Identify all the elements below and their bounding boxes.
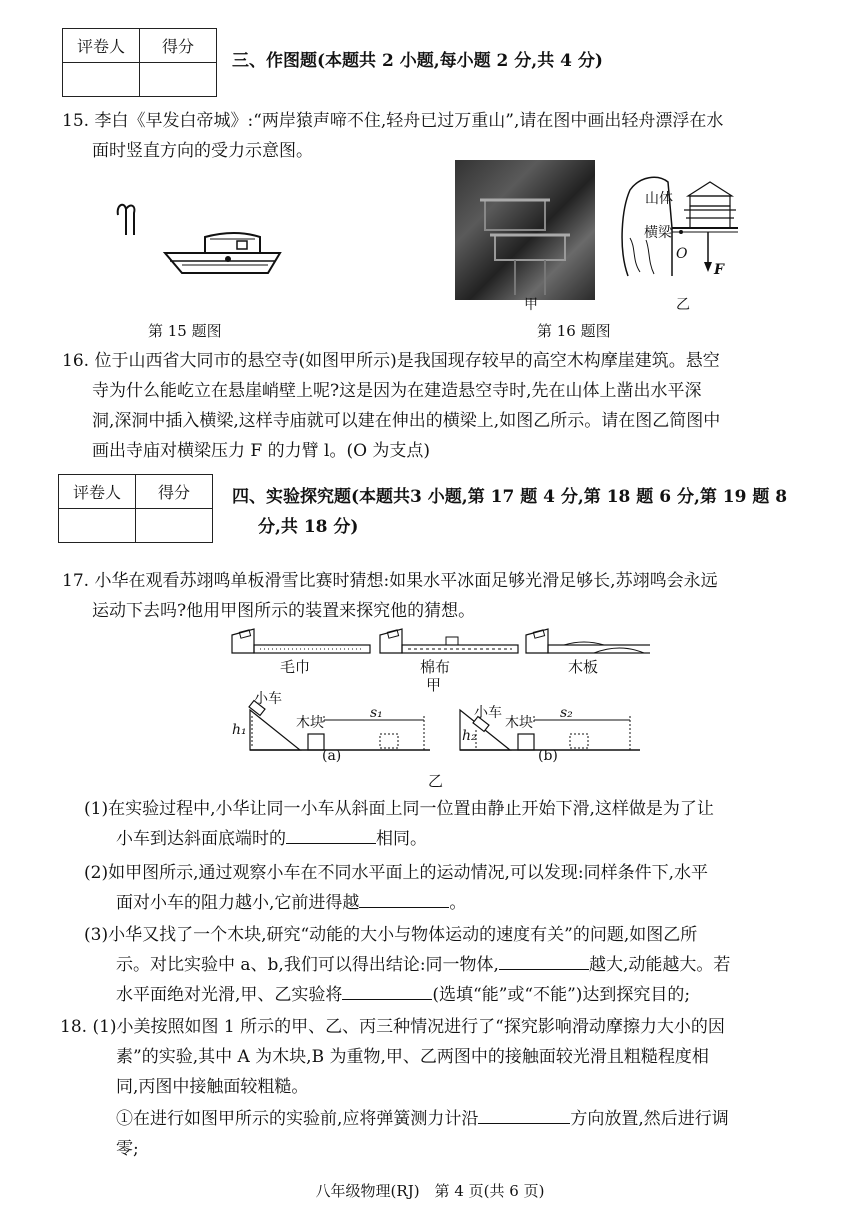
- q16-line4: 画出寺庙对横梁压力 F 的力臂 l。(O 为支点): [92, 441, 431, 461]
- q17-p1-text-b: 相同。: [376, 829, 427, 849]
- score-box-section3: [62, 28, 217, 97]
- fig17-s2-label: s₂: [560, 705, 573, 721]
- q18-line5: 零;: [116, 1139, 139, 1159]
- fig17-h2-label: h₂: [462, 728, 477, 744]
- page-footer: 八年级物理(RJ) 第 4 页(共 6 页): [315, 1182, 545, 1200]
- q16-line2: 寺为什么能屹立在悬崖峭壁上呢?这是因为在建造悬空寺时,先在山体上凿出水平深: [92, 381, 702, 401]
- score-box-section4: [58, 474, 213, 543]
- q17-p1-text-a: 小车到达斜面底端时的: [116, 829, 286, 849]
- reviewer-cell-2: [59, 509, 136, 543]
- fig17-car-label-a: 小车: [254, 691, 282, 707]
- q15-line1: 15. 李白《早发白帝城》:“两岸猿声啼不住,轻舟已过万重山”,请在图中画出轻舟漂浮在水: [62, 111, 724, 131]
- score-cell-2: [136, 509, 213, 543]
- q17-line1: 17. 小华在观看苏翊鸣单板滑雪比赛时猜想:如果水平冰面足够光滑足够长,苏翊鸣会永远: [62, 571, 718, 591]
- fig17-car-label-b: 小车: [474, 705, 502, 721]
- q18-text-b: 方向放置,然后进行调: [570, 1109, 729, 1129]
- q17-p1-line1: (1)在实验过程中,小华让同一小车从斜面上同一位置由静止开始下滑,这样做是为了让: [84, 799, 714, 819]
- fig16-mountain-label: 山体: [645, 191, 673, 207]
- q17-p3-text-a: 示。对比实验中 a、b,我们可以得出结论:同一物体,: [116, 955, 499, 975]
- boat-figure: [110, 195, 300, 285]
- q17-blank-2[interactable]: [359, 889, 449, 908]
- q18-line4: [116, 1104, 729, 1134]
- fig17-jia-label: 甲: [426, 676, 442, 694]
- fig17-towel-label: 毛巾: [280, 658, 311, 676]
- q18-line1: 18. (1)小美按照如图 1 所示的甲、乙、丙三种情况进行了“探究影响滑动摩擦力大小的因: [60, 1017, 725, 1037]
- q17-p3-text-b: 越大,动能越大。若: [588, 955, 731, 975]
- reviewer-label-2: 评卷人: [59, 475, 136, 509]
- fig16-f-label: F: [714, 262, 724, 278]
- q18-line3: 同,丙图中接触面较粗糙。: [116, 1077, 309, 1097]
- hanging-temple-photo: [455, 160, 595, 300]
- q17-blank-1[interactable]: [286, 825, 376, 844]
- fig16-jia-label: 甲: [524, 297, 538, 313]
- section4-heading-line1: 四、实验探究题(本题共3 小题,第 17 题 4 分,第 18 题 6 分,第 19 题 8: [232, 487, 788, 507]
- fig16-beam-label: 横梁: [644, 225, 672, 241]
- fig17-cotton-label: 棉布: [420, 658, 451, 676]
- score-label: 得分: [140, 29, 217, 63]
- fig17-a-label: (a): [322, 748, 342, 764]
- q17-p3-line2: [116, 950, 730, 980]
- section4-heading-line2: 分,共 18 分): [258, 517, 359, 537]
- fig17-yi-label: 乙: [428, 772, 444, 790]
- q16-line1: 16. 位于山西省大同市的悬空寺(如图甲所示)是我国现存较早的高空木构摩崖建筑。悬空: [62, 351, 720, 371]
- fig16-o-label: O: [676, 246, 688, 262]
- q17-p1-line2: [116, 824, 427, 854]
- q17-p2-text-b: 。: [449, 893, 467, 913]
- reviewer-label: 评卷人: [63, 29, 140, 63]
- q17-line2: 运动下去吗?他用甲图所示的装置来探究他的猜想。: [92, 601, 476, 621]
- q18-blank-1[interactable]: [478, 1105, 570, 1124]
- fig17-block-label-a: 木块: [296, 715, 324, 731]
- fig17-board-label: 木板: [568, 658, 599, 676]
- q17-p2-line2: [116, 888, 466, 918]
- score-cell: [140, 63, 217, 97]
- q17-p2-line1: (2)如甲图所示,通过观察小车在不同水平面上的运动情况,可以发现:同样条件下,水平: [84, 863, 709, 883]
- q15-caption: 第 15 题图: [148, 322, 222, 340]
- temple-beam-diagram: [610, 168, 750, 283]
- q17-p3-text-c: 水平面绝对光滑,甲、乙实验将: [116, 985, 343, 1005]
- q18-text-a: ①在进行如图甲所示的实验前,应将弹簧测力计沿: [116, 1109, 479, 1129]
- fig17-b-label: (b): [538, 748, 558, 764]
- q17-p2-text-a: 面对小车的阻力越小,它前进得越: [116, 893, 360, 913]
- kinetic-energy-figure: [230, 690, 640, 755]
- fig17-block-label-b: 木块: [505, 715, 533, 731]
- fig17-h1-label: h₁: [232, 722, 247, 738]
- reviewer-cell: [63, 63, 140, 97]
- q16-line3: 洞,深洞中插入横梁,这样寺庙就可以建在伸出的横梁上,如图乙所示。请在图乙简图中: [92, 411, 721, 431]
- q17-p3-line3: [116, 980, 690, 1010]
- fig16-yi-label: 乙: [676, 297, 690, 313]
- q17-p3-line1: (3)小华又找了一个木块,研究“动能的大小与物体运动的速度有关”的问题,如图乙所: [84, 925, 698, 945]
- q17-blank-4[interactable]: [342, 981, 432, 1000]
- q17-p3-text-d: (选填“能”或“不能”)达到探究目的;: [432, 985, 691, 1005]
- q16-caption: 第 16 题图: [537, 322, 611, 340]
- fig17-s1-label: s₁: [370, 705, 383, 721]
- q15-line2: 面时竖直方向的受力示意图。: [92, 141, 313, 161]
- q17-blank-3[interactable]: [499, 951, 589, 970]
- score-label-2: 得分: [136, 475, 213, 509]
- section3-heading: 三、作图题(本题共 2 小题,每小题 2 分,共 4 分): [232, 51, 603, 71]
- q18-line2: 素”的实验,其中 A 为木块,B 为重物,甲、乙两图中的接触面较光滑且粗糙程度相: [116, 1047, 709, 1067]
